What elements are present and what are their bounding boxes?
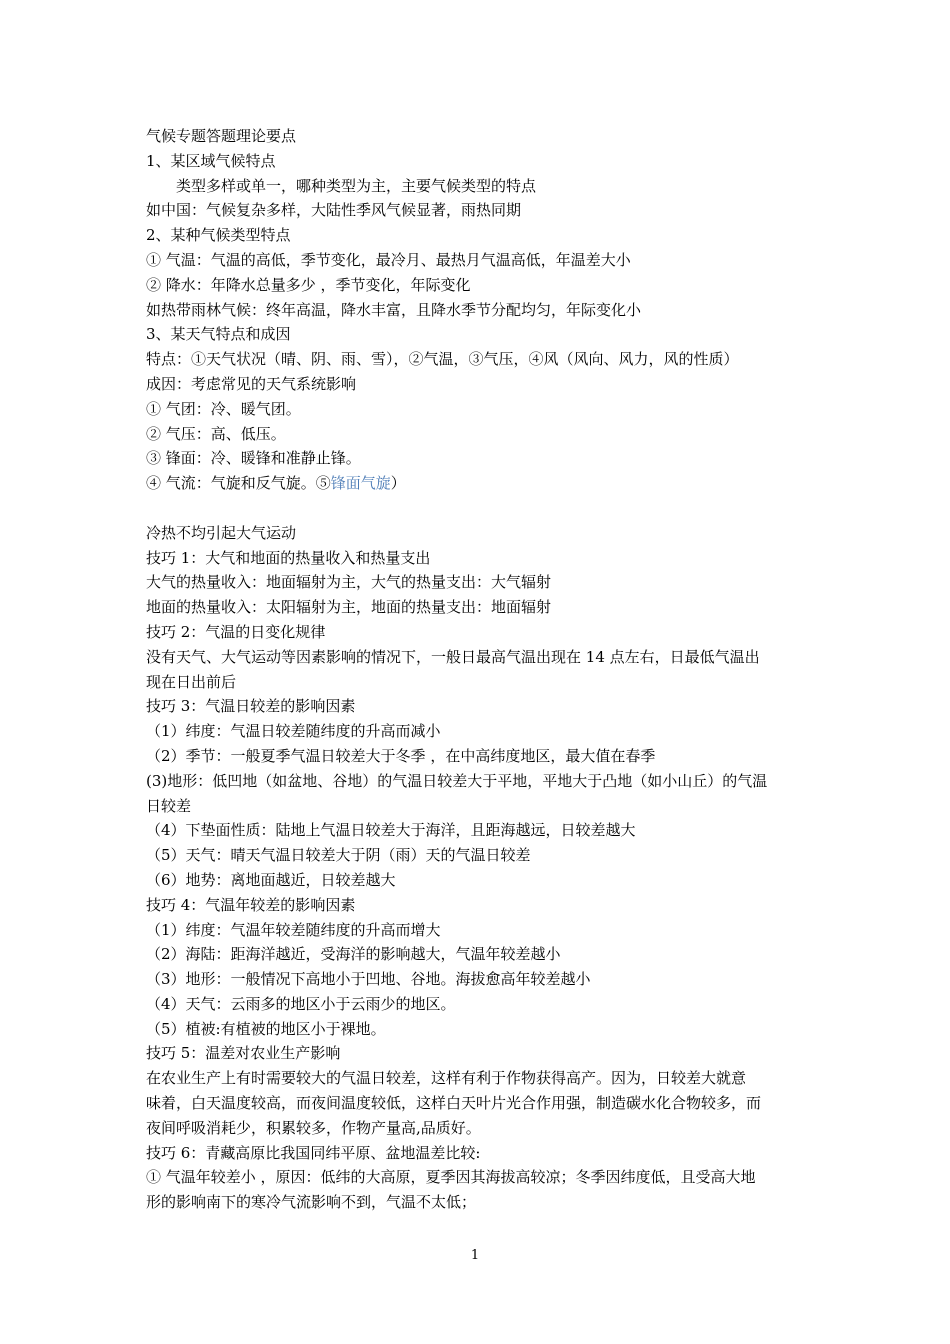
document-title: 气候专题答题理论要点 xyxy=(146,127,297,145)
section-heading: 1、某区域气候特点 xyxy=(146,151,276,170)
paragraph-line xyxy=(146,471,810,496)
tip-heading: 技巧 6：青藏高原比我国同纬平原、盆地温差比较: xyxy=(146,1143,481,1162)
section-heading: 2、某种气候类型特点 xyxy=(146,226,291,245)
cold-front-cyclone-link[interactable]: 锋面气旋 xyxy=(330,474,391,493)
tip-heading: 技巧 3：气温日较差的影响因素 xyxy=(146,697,356,716)
list-item: 日较差 xyxy=(146,796,192,815)
document-body xyxy=(146,124,810,1215)
list-item: （3）地形：一般情况下高地小于凹地、谷地。海拔愈高年较差越小 xyxy=(146,970,591,989)
paragraph-line: ② 降水：年降水总量多少 ，季节变化，年际变化 xyxy=(146,275,471,294)
paragraph-line: 在农业生产上有时需要较大的气温日较差，这样有利于作物获得高产。因为，日较差大就意 xyxy=(146,1069,747,1088)
paragraph-line: 味着，白天温度较高，而夜间温度较低，这样白天叶片光合作用强，制造碳水化合物较多，而 xyxy=(146,1094,762,1113)
paragraph-line: 形的影响南下的寒冷气流影响不到，气温不太低； xyxy=(146,1193,477,1212)
list-item: （5）天气：晴天气温日较差大于阴（雨）天的气温日较差 xyxy=(146,846,531,865)
list-item: （4）天气：云雨多的地区小于云雨少的地区。 xyxy=(146,994,456,1013)
list-item: （2）海陆：距海洋越近，受海洋的影响越大，气温年较差越小 xyxy=(146,945,561,964)
paragraph-line: 如热带雨林气候：终年高温，降水丰富，且降水季节分配均匀，年际变化小 xyxy=(146,300,642,319)
paragraph-line: 地面的热量收入：太阳辐射为主，地面的热量支出：地面辐射 xyxy=(146,598,552,617)
list-item: （1）纬度：气温日较差随纬度的升高而减小 xyxy=(146,722,441,741)
paragraph-line: 现在日出前后 xyxy=(146,672,237,691)
list-item: (3)地形：低凹地（如盆地、谷地）的气温日较差大于平地，平地大于凸地（如小山丘）的气温 xyxy=(146,771,768,790)
paragraph-line: 夜间呼吸消耗少，积累较多，作物产量高,品质好。 xyxy=(146,1118,481,1137)
list-item: （6）地势：离地面越近，日较差越大 xyxy=(146,870,396,889)
paragraph-line: 成因：考虑常见的天气系统影响 xyxy=(146,374,357,393)
section-heading: 冷热不均引起大气运动 xyxy=(146,523,297,542)
list-item: （5）植被:有植被的地区小于裸地。 xyxy=(146,1019,386,1038)
paragraph-line: ① 气温年较差小 ，原因：低纬的大高原，夏季因其海拔高较凉；冬季因纬度低，且受高大地 xyxy=(146,1168,756,1187)
tip-heading: 技巧 2：气温的日变化规律 xyxy=(146,622,326,641)
paragraph-line: 大气的热量收入：地面辐射为主，大气的热量支出：大气辐射 xyxy=(146,573,552,592)
paragraph-text: ④ 气流：气旋和反气旋。⑤ xyxy=(146,474,331,493)
paragraph-line: ① 气团：冷、暖气团。 xyxy=(146,399,301,418)
tip-heading: 技巧 5：温差对农业生产影响 xyxy=(146,1044,341,1063)
tip-heading: 技巧 1：大气和地面的热量收入和热量支出 xyxy=(146,548,431,567)
paragraph-line: 如中国：气候复杂多样，大陆性季风气候显著，雨热同期 xyxy=(146,201,522,220)
list-item: （2）季节：一般夏季气温日较差大于冬季 ，在中高纬度地区，最大值在春季 xyxy=(146,746,656,765)
paragraph-line: ① 气温：气温的高低，季节变化，最冷月、最热月气温高低，年温差大小 xyxy=(146,250,631,269)
section-heading: 3、某天气特点和成因 xyxy=(146,325,291,344)
list-item: （4）下垫面性质：陆地上气温日较差大于海洋，且距海越远，日较差越大 xyxy=(146,821,636,840)
paragraph-text: ） xyxy=(390,474,406,493)
paragraph-line: ② 气压：高、低压。 xyxy=(146,424,286,443)
paragraph-line: ③ 锋面：冷、暖锋和准静止锋。 xyxy=(146,449,361,468)
paragraph-line: 类型多样或单一，哪种类型为主，主要气候类型的特点 xyxy=(176,176,537,195)
list-item: （1）纬度：气温年较差随纬度的升高而增大 xyxy=(146,920,441,939)
paragraph-line: 特点：①天气状况（晴、阴、雨、雪），②气温，③气压，④风（风向、风力，风的性质） xyxy=(146,350,739,369)
tip-heading: 技巧 4：气温年较差的影响因素 xyxy=(146,895,356,914)
paragraph-line: 没有天气、大气运动等因素影响的情况下，一般日最高气温出现在 14 点左右，日最低气温出 xyxy=(146,647,760,666)
page-number: 1 xyxy=(470,1248,480,1263)
blank-line xyxy=(146,496,810,521)
